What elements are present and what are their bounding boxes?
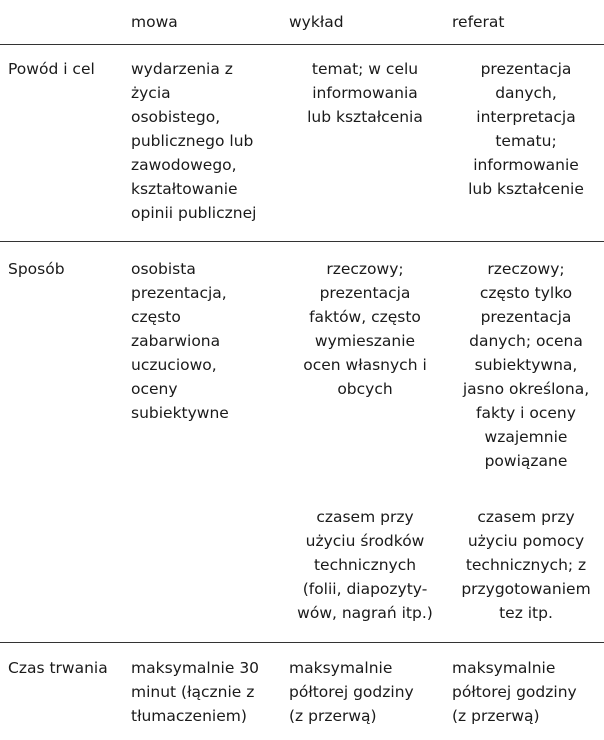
cell-sposob-referat: rzeczowy; często tylko prezentacja danych; ocena subiektywna, jasno określona, fakty i oceny wzajemnie powiązane — [462, 260, 590, 470]
cell-czas-wyklad: maksymalnie półtorej godziny (z przerwą) — [289, 659, 414, 725]
cell-powod-wyklad: temat; w celu informowania lub kształcenia — [307, 60, 423, 126]
row-label-sposob: Sposób — [8, 260, 65, 278]
cell-powod-referat: prezentacja danych, interpretacja tematu; informowanie lub kształcenie — [468, 60, 584, 198]
row-label-czas: Czas trwania — [8, 659, 108, 677]
cell-powod-mowa: wydarzenia z życia osobistego, publicznego lub zawodowego, kształtowanie opinii publicznej — [131, 60, 257, 222]
header-wyklad: wykład — [289, 13, 344, 31]
row-divider-1 — [0, 241, 604, 242]
row-label-powod: Powód i cel — [8, 60, 95, 78]
header-referat: referat — [452, 13, 505, 31]
cell-sposob-wyklad-extra: czasem przy użyciu środków technicznych (folii, diapozyty- wów, nagrań itp.) — [297, 508, 433, 622]
cell-sposob-referat-extra: czasem przy użyciu pomocy technicznych; z przygotowaniem tez itp. — [461, 508, 591, 622]
cell-sposob-wyklad: rzeczowy; prezentacja faktów, często wymieszanie ocen własnych i obcych — [303, 260, 427, 398]
cell-sposob-mowa: osobista prezentacja, często zabarwiona uczuciowo, oceny subiektywne — [131, 260, 229, 422]
cell-czas-referat: maksymalnie półtorej godziny (z przerwą) — [452, 659, 577, 725]
table-header — [0, 10, 604, 36]
header-mowa: mowa — [131, 13, 178, 31]
row-divider-2 — [0, 642, 604, 643]
cell-czas-mowa: maksymalnie 30 minut (łącznie z tłumaczeniem) — [131, 659, 260, 725]
header-divider — [0, 44, 604, 45]
